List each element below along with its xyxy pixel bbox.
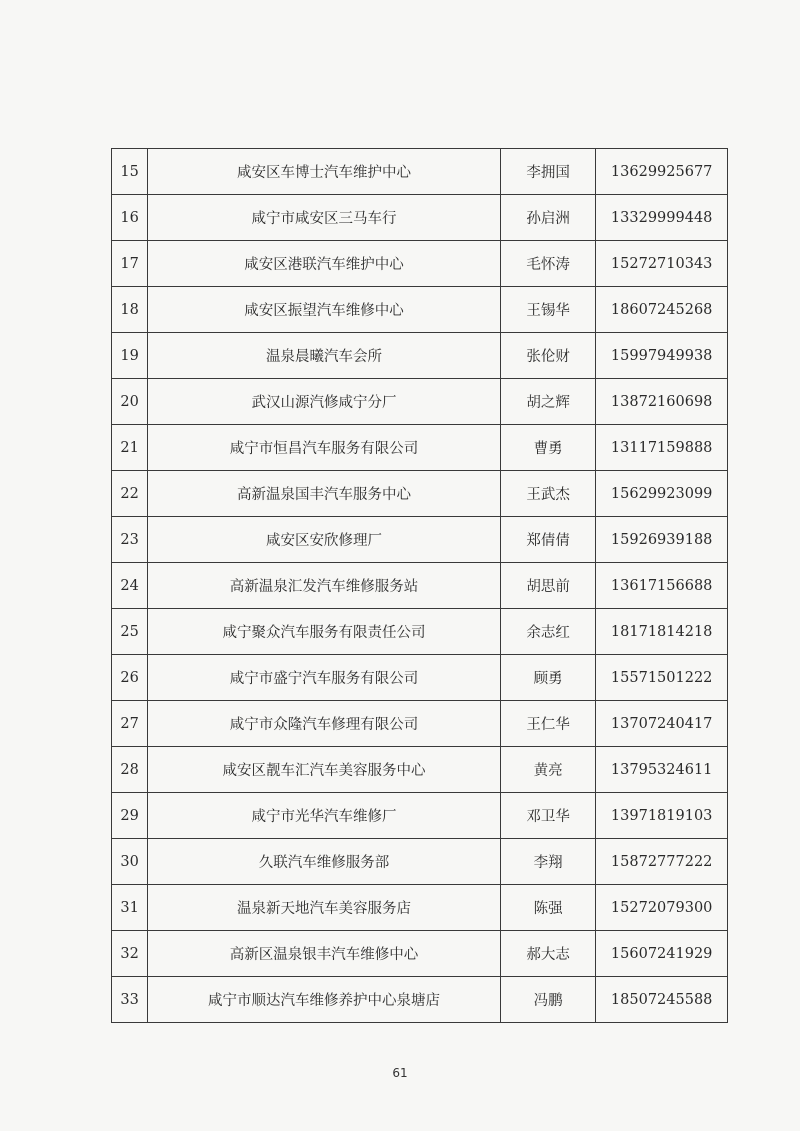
shop-name: 咸宁聚众汽车服务有限责任公司 [148, 609, 501, 655]
row-number: 22 [112, 471, 148, 517]
repair-shop-table [111, 148, 728, 1023]
phone-number: 15872777222 [596, 839, 728, 885]
table-row [112, 655, 728, 701]
row-number: 16 [112, 195, 148, 241]
row-number: 33 [112, 977, 148, 1023]
phone-number: 13117159888 [596, 425, 728, 471]
table-row [112, 885, 728, 931]
shop-name: 咸宁市咸安区三马车行 [148, 195, 501, 241]
table-row [112, 149, 728, 195]
shop-name: 温泉晨曦汽车会所 [148, 333, 501, 379]
shop-name: 高新温泉国丰汽车服务中心 [148, 471, 501, 517]
table-row [112, 839, 728, 885]
row-number: 24 [112, 563, 148, 609]
shop-name: 咸安区靓车汇汽车美容服务中心 [148, 747, 501, 793]
contact-person: 胡之辉 [500, 379, 595, 425]
table-row [112, 563, 728, 609]
shop-name: 咸安区车博士汽车维护中心 [148, 149, 501, 195]
phone-number: 15926939188 [596, 517, 728, 563]
shop-name: 咸安区安欣修理厂 [148, 517, 501, 563]
row-number: 20 [112, 379, 148, 425]
row-number: 25 [112, 609, 148, 655]
row-number: 27 [112, 701, 148, 747]
shop-name: 咸宁市光华汽车维修厂 [148, 793, 501, 839]
table-body [112, 149, 728, 1023]
shop-name: 温泉新天地汽车美容服务店 [148, 885, 501, 931]
table-row [112, 747, 728, 793]
row-number: 26 [112, 655, 148, 701]
shop-name: 高新温泉汇发汽车维修服务站 [148, 563, 501, 609]
table-row [112, 609, 728, 655]
table-row [112, 333, 728, 379]
table-row [112, 425, 728, 471]
contact-person: 顾勇 [500, 655, 595, 701]
phone-number: 13971819103 [596, 793, 728, 839]
phone-number: 13329999448 [596, 195, 728, 241]
table-row [112, 241, 728, 287]
row-number: 21 [112, 425, 148, 471]
phone-number: 15571501222 [596, 655, 728, 701]
row-number: 30 [112, 839, 148, 885]
contact-person: 郝大志 [500, 931, 595, 977]
table-row [112, 379, 728, 425]
phone-number: 13795324611 [596, 747, 728, 793]
contact-person: 王武杰 [500, 471, 595, 517]
contact-person: 邓卫华 [500, 793, 595, 839]
phone-number: 13707240417 [596, 701, 728, 747]
contact-person: 孙启洲 [500, 195, 595, 241]
table-row [112, 471, 728, 517]
phone-number: 15272079300 [596, 885, 728, 931]
shop-name: 咸宁市盛宁汽车服务有限公司 [148, 655, 501, 701]
page-number: 61 [392, 1066, 408, 1080]
row-number: 18 [112, 287, 148, 333]
phone-number: 13617156688 [596, 563, 728, 609]
contact-person: 曹勇 [500, 425, 595, 471]
shop-name: 久联汽车维修服务部 [148, 839, 501, 885]
phone-number: 15629923099 [596, 471, 728, 517]
phone-number: 18507245588 [596, 977, 728, 1023]
row-number: 17 [112, 241, 148, 287]
contact-person: 李翔 [500, 839, 595, 885]
contact-person: 胡思前 [500, 563, 595, 609]
contact-person: 毛怀涛 [500, 241, 595, 287]
phone-number: 15272710343 [596, 241, 728, 287]
shop-name: 咸安区振望汽车维修中心 [148, 287, 501, 333]
row-number: 15 [112, 149, 148, 195]
table-row [112, 195, 728, 241]
contact-person: 郑倩倩 [500, 517, 595, 563]
phone-number: 18607245268 [596, 287, 728, 333]
contact-person: 李拥国 [500, 149, 595, 195]
table-row [112, 977, 728, 1023]
row-number: 29 [112, 793, 148, 839]
shop-name: 武汉山源汽修咸宁分厂 [148, 379, 501, 425]
table-row [112, 931, 728, 977]
phone-number: 15997949938 [596, 333, 728, 379]
contact-person: 余志红 [500, 609, 595, 655]
contact-person: 王锡华 [500, 287, 595, 333]
shop-name: 咸宁市众隆汽车修理有限公司 [148, 701, 501, 747]
row-number: 19 [112, 333, 148, 379]
shop-name: 咸宁市恒昌汽车服务有限公司 [148, 425, 501, 471]
row-number: 23 [112, 517, 148, 563]
table-row [112, 793, 728, 839]
phone-number: 13872160698 [596, 379, 728, 425]
shop-name: 高新区温泉银丰汽车维修中心 [148, 931, 501, 977]
phone-number: 13629925677 [596, 149, 728, 195]
shop-name: 咸安区港联汽车维护中心 [148, 241, 501, 287]
contact-person: 张伦财 [500, 333, 595, 379]
contact-person: 黄亮 [500, 747, 595, 793]
table-row [112, 287, 728, 333]
contact-person: 王仁华 [500, 701, 595, 747]
contact-person: 冯鹏 [500, 977, 595, 1023]
table-row [112, 517, 728, 563]
row-number: 31 [112, 885, 148, 931]
table-row [112, 701, 728, 747]
row-number: 28 [112, 747, 148, 793]
row-number: 32 [112, 931, 148, 977]
phone-number: 18171814218 [596, 609, 728, 655]
contact-person: 陈强 [500, 885, 595, 931]
phone-number: 15607241929 [596, 931, 728, 977]
shop-name: 咸宁市顺达汽车维修养护中心泉塘店 [148, 977, 501, 1023]
